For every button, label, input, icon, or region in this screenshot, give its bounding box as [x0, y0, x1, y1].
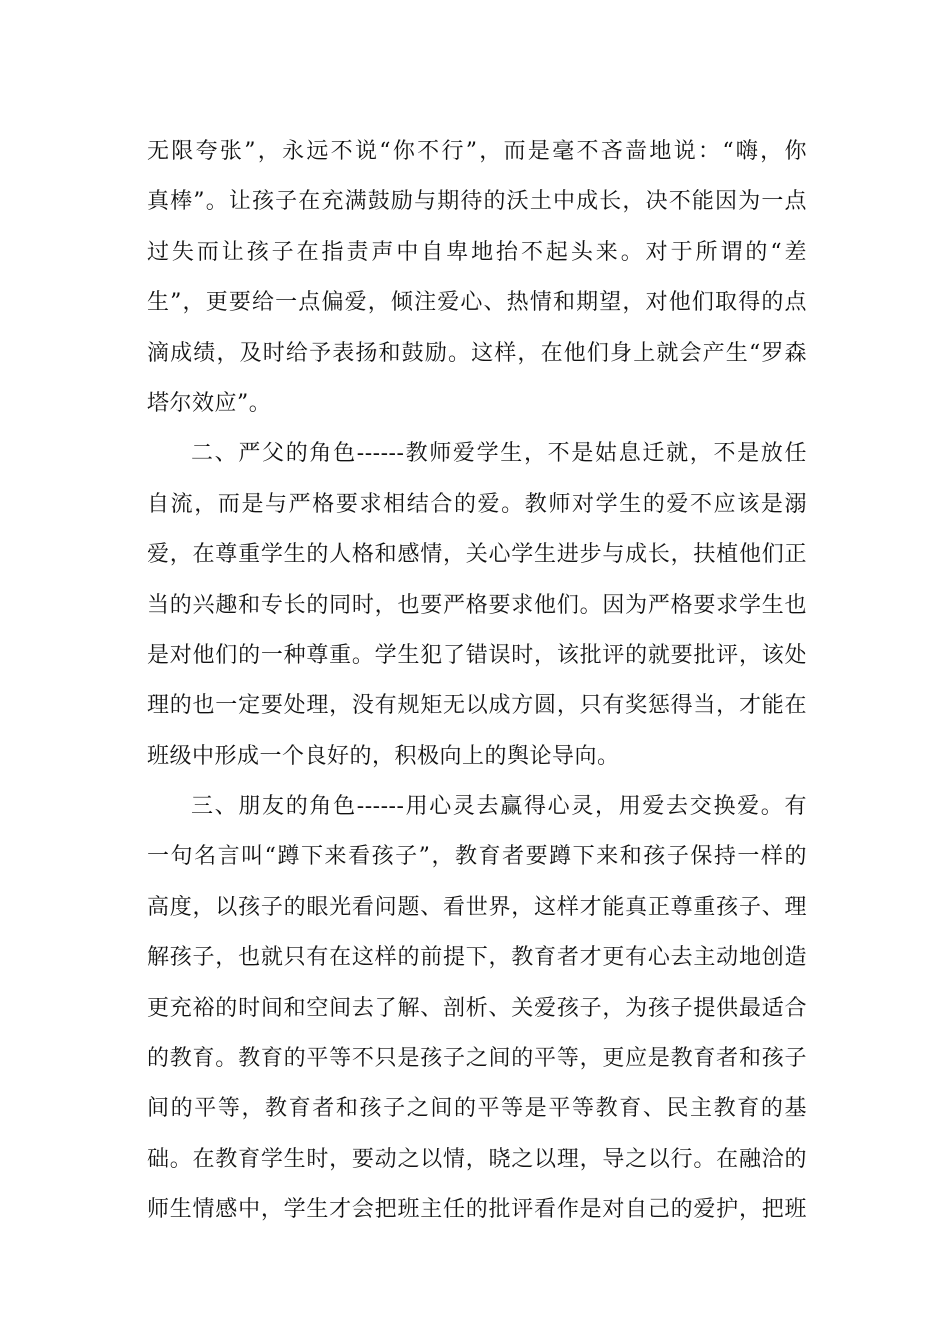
text-line: 理的也一定要处理，没有规矩无以成方圆，只有奖惩得当，才能在 [147, 693, 807, 719]
text-line: 的教育。教育的平等不只是孩子之间的平等，更应是教育者和孩子 [147, 1046, 807, 1072]
body-text [147, 127, 807, 1236]
text-line: 解孩子，也就只有在这样的前提下，教育者才更有心去主动地创造 [147, 945, 807, 971]
text-line: 高度，以孩子的眼光看问题、看世界，这样才能真正尊重孩子、理 [147, 894, 807, 920]
text-line: 三、朋友的角色------用心灵去赢得心灵，用爱去交换爱。有 [191, 794, 807, 820]
text-line: 班级中形成一个良好的，积极向上的舆论导向。 [147, 743, 620, 769]
text-line: 塔尔效应”。 [147, 390, 272, 416]
text-line: 滴成绩，及时给予表扬和鼓励。这样，在他们身上就会产生“罗森 [147, 340, 807, 366]
text-line: 过失而让孩子在指责声中自卑地抬不起头来。对于所谓的“差 [147, 239, 807, 265]
text-line: 自流，而是与严格要求相结合的爱。教师对学生的爱不应该是溺 [147, 491, 807, 517]
text-line: 真棒”。让孩子在充满鼓励与期待的沃土中成长，决不能因为一点 [147, 189, 807, 215]
text-line: 师生情感中，学生才会把班主任的批评看作是对自己的爱护，把班 [147, 1197, 807, 1223]
text-line: 间的平等，教育者和孩子之间的平等是平等教育、民主教育的基 [147, 1096, 807, 1122]
text-line: 当的兴趣和专长的同时，也要严格要求他们。因为严格要求学生也 [147, 592, 807, 618]
text-line: 础。在教育学生时，要动之以情，晓之以理，导之以行。在融洽的 [147, 1146, 807, 1172]
text-line: 更充裕的时间和空间去了解、剖析、关爱孩子，为孩子提供最适合 [147, 995, 807, 1021]
text-line: 生”，更要给一点偏爱，倾注爱心、热情和期望，对他们取得的点 [147, 290, 807, 316]
text-line: 一句名言叫“蹲下来看孩子”，教育者要蹲下来和孩子保持一样的 [147, 844, 807, 870]
text-line: 是对他们的一种尊重。学生犯了错误时，该批评的就要批评，该处 [147, 642, 807, 668]
text-line: 爱，在尊重学生的人格和感情，关心学生进步与成长，扶植他们正 [147, 542, 807, 568]
text-line: 无限夸张”，永远不说“你不行”，而是毫不吝啬地说：“嗨，你 [147, 139, 807, 164]
text-line: 二、严父的角色------教师爱学生，不是姑息迁就，不是放任 [191, 441, 807, 467]
